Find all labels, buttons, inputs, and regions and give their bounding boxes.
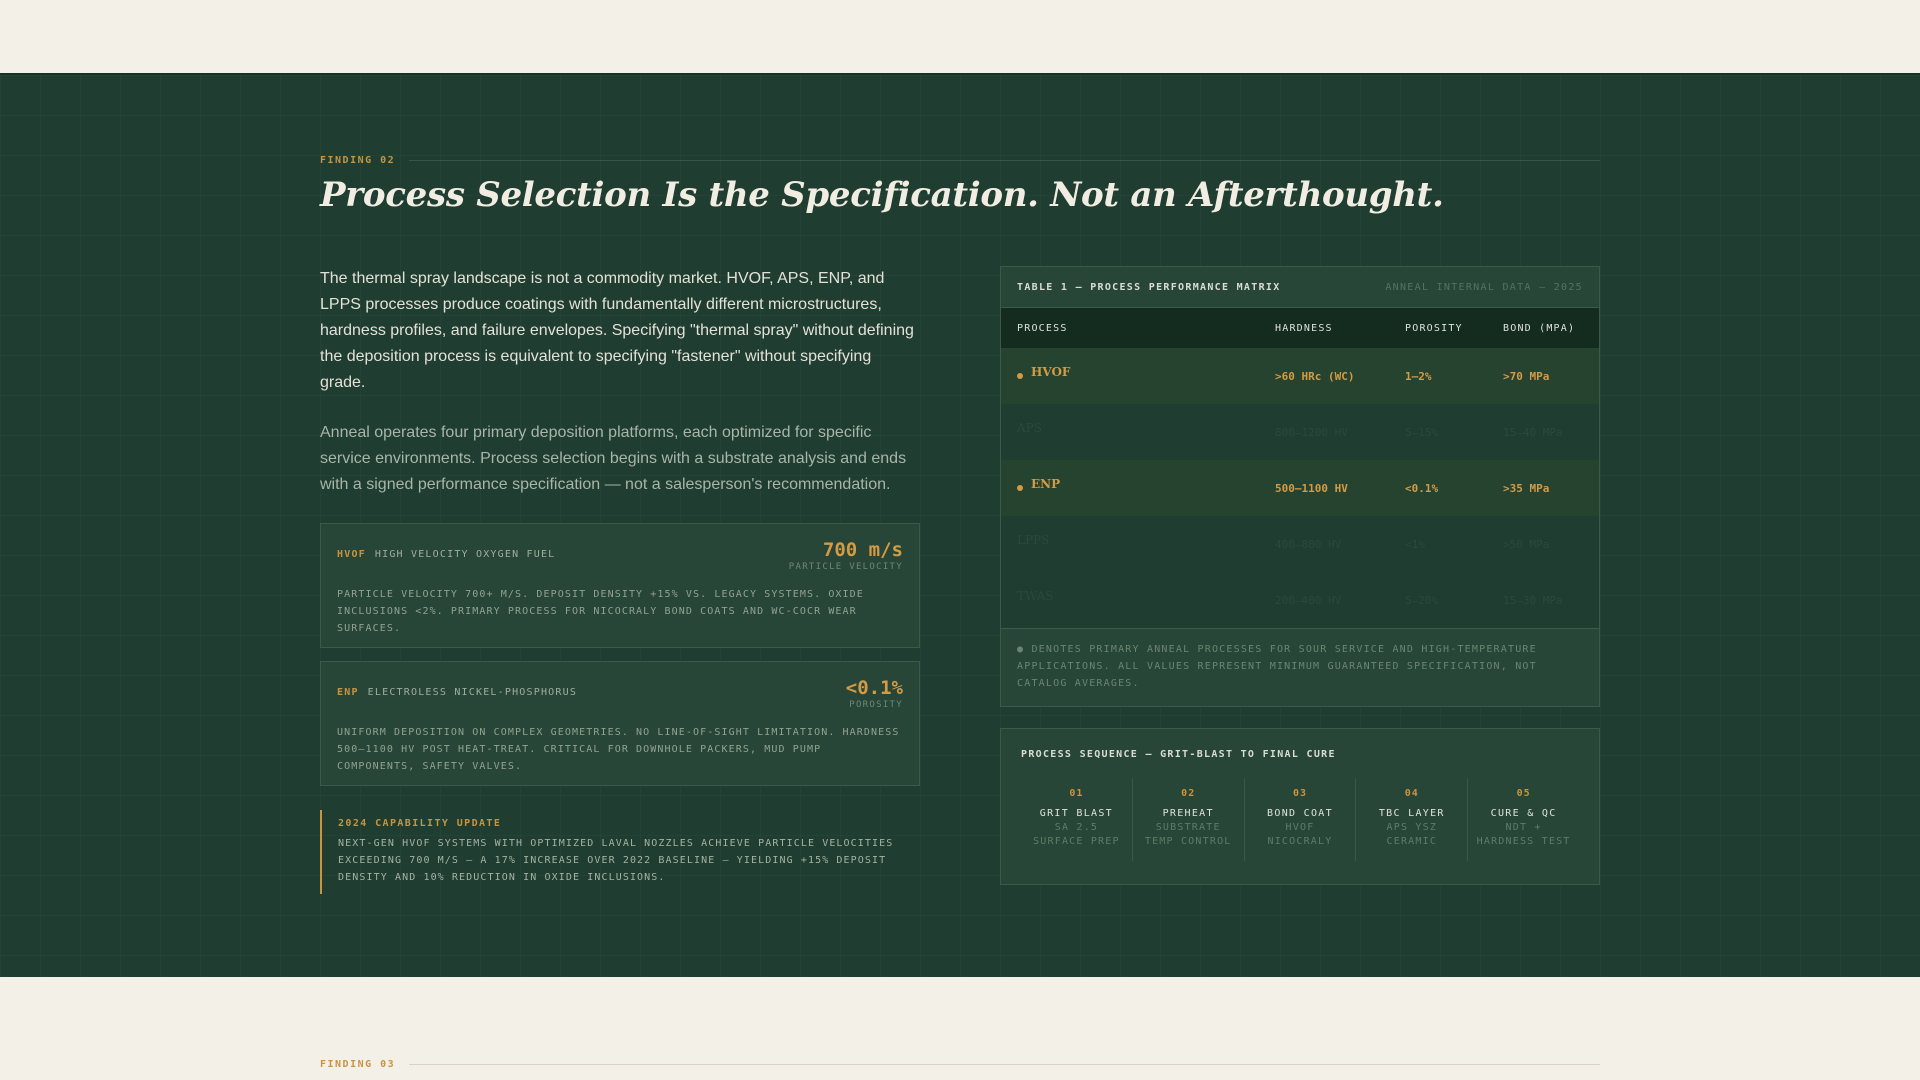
table-row xyxy=(1001,348,1599,404)
step-desc: SURFACE PREP xyxy=(1033,836,1120,847)
bond-cell: 15–30 MPa xyxy=(1503,593,1563,607)
process-cell: APS xyxy=(1017,421,1042,435)
process-code: ENP xyxy=(337,687,359,698)
step-desc: NICOCRALY xyxy=(1267,836,1333,847)
sequence-step xyxy=(1133,778,1245,861)
sequence-step xyxy=(1468,778,1579,861)
column-header-hardness: HARDNESS xyxy=(1275,322,1333,334)
table-source: ANNEAL INTERNAL DATA — 2025 xyxy=(1385,281,1583,293)
sequence-steps xyxy=(1021,778,1579,861)
process-cell: LPPS xyxy=(1017,533,1050,547)
step-name: CURE & QC xyxy=(1490,808,1557,819)
metric-value: <0.1% xyxy=(845,677,903,699)
hardness-cell: 400–800 HV xyxy=(1275,537,1342,551)
process-name: HIGH VELOCITY OXYGEN FUEL xyxy=(374,549,556,560)
bond-cell: >35 MPa xyxy=(1503,481,1550,495)
process-performance-table xyxy=(1000,266,1600,707)
body-paragraph: Anneal operates four primary deposition platforms, each optimized for specific service environments. Process selection begins with a substrate analysis and ends with a signed performance specification — not a salesperson's recommendation. xyxy=(320,424,907,493)
step-name: GRIT BLAST xyxy=(1039,808,1113,819)
divider xyxy=(409,160,1600,161)
step-desc: TEMP CONTROL xyxy=(1144,836,1232,847)
callout-title: 2024 CAPABILITY UPDATE xyxy=(338,818,502,829)
bond-cell: >50 MPa xyxy=(1503,537,1550,551)
table-title: TABLE 1 — PROCESS PERFORMANCE MATRIX xyxy=(1017,281,1281,293)
finding-label: FINDING 03 xyxy=(320,1059,396,1070)
process-card-enp xyxy=(320,661,920,786)
primary-dot-icon xyxy=(1017,485,1023,491)
metric-value: 700 m/s xyxy=(822,539,903,561)
metric-label: PARTICLE VELOCITY xyxy=(788,562,903,572)
step-name: TBC LAYER xyxy=(1378,808,1445,819)
porosity-cell: 1–2% xyxy=(1405,369,1432,383)
column-header-process: PROCESS xyxy=(1017,322,1068,334)
sequence-step xyxy=(1356,778,1468,861)
step-number: 02 xyxy=(1181,788,1196,799)
process-description: UNIFORM DEPOSITION ON COMPLEX GEOMETRIES. NO LINE-OF-SIGHT LIMITATION. HARDNESS 500–1100 HV POST HEAT-TREAT. CRITICAL FOR DOWNHOLE PACKERS, MUD PUMP COMPONENTS, SAFETY VALVES. xyxy=(337,727,900,772)
table-row xyxy=(1001,404,1599,460)
step-desc: HARDNESS TEST xyxy=(1476,836,1571,847)
step-desc: HVOF xyxy=(1285,822,1315,833)
porosity-cell: <0.1% xyxy=(1405,481,1439,495)
section-title: Process Selection Is the Specification. Not an Afterthought. xyxy=(320,175,1444,215)
step-number: 01 xyxy=(1069,788,1084,799)
sequence-title: PROCESS SEQUENCE — GRIT-BLAST TO FINAL CURE xyxy=(1021,749,1336,760)
hardness-cell: >60 HRc (WC) xyxy=(1275,369,1355,383)
process-code: HVOF xyxy=(337,549,366,560)
hardness-cell: 500–1100 HV xyxy=(1275,481,1348,495)
step-name: BOND COAT xyxy=(1267,808,1333,819)
step-number: 05 xyxy=(1516,788,1531,799)
finding-label: FINDING 02 xyxy=(320,155,396,166)
table-header-row xyxy=(1001,308,1599,348)
process-sequence-card xyxy=(1000,728,1600,885)
callout-body: NEXT-GEN HVOF SYSTEMS WITH OPTIMIZED LAVAL NOZZLES ACHIEVE PARTICLE VELOCITIES EXCEEDING 700 M/S — A 17% INCREASE OVER 2022 BASELINE — YIELDING +15% DEPOSIT DENSITY AND 10% REDUCTION IN OXIDE INCLUSIONS. xyxy=(338,838,894,883)
hardness-cell: 800–1200 HV xyxy=(1275,425,1348,439)
capability-update-callout xyxy=(320,810,920,894)
step-desc: NDT + xyxy=(1505,822,1542,833)
step-number: 03 xyxy=(1292,788,1308,799)
process-description: PARTICLE VELOCITY 700+ M/S. DEPOSIT DENSITY +15% VS. LEGACY SYSTEMS. OXIDE INCLUSIONS <2%. PRIMARY PROCESS FOR NICOCRALY BOND COATS AND WC-COCR WEAR SURFACES. xyxy=(337,589,864,634)
porosity-cell: 5–15% xyxy=(1405,425,1439,439)
step-desc: CERAMIC xyxy=(1386,836,1438,847)
table-row xyxy=(1001,516,1599,572)
finding-03-header xyxy=(320,1059,1600,1070)
primary-dot-icon xyxy=(1017,373,1023,379)
process-cell: ENP xyxy=(1031,477,1061,491)
top-band xyxy=(0,0,1920,73)
table-row xyxy=(1001,572,1599,628)
sequence-step xyxy=(1245,778,1357,861)
process-name: ELECTROLESS NICKEL-PHOSPHORUS xyxy=(367,687,578,698)
hardness-cell: 200–400 HV xyxy=(1275,593,1342,607)
process-cell: HVOF xyxy=(1031,365,1071,379)
column-header-bond: BOND (MPA) xyxy=(1503,322,1576,334)
process-cell: TWAS xyxy=(1017,589,1054,603)
metric-label: POROSITY xyxy=(849,700,903,710)
lead-paragraph: The thermal spray landscape is not a commodity market. HVOF, APS, ENP, and LPPS processes produce coatings with fundamentally different microstructures, hardness profiles, and failure envelopes. Specifying "thermal spray" without defining the deposition process is equivalent to specifying "fastener" without specifying grade. xyxy=(320,270,914,391)
bond-cell: 15–40 MPa xyxy=(1503,425,1563,439)
step-desc: SUBSTRATE xyxy=(1155,822,1221,833)
porosity-cell: 5–20% xyxy=(1405,593,1439,607)
bond-cell: >70 MPa xyxy=(1503,369,1550,383)
step-name: PREHEAT xyxy=(1162,808,1214,819)
step-number: 04 xyxy=(1404,788,1419,799)
finding-02-header xyxy=(320,155,1600,166)
sequence-step xyxy=(1021,778,1133,861)
porosity-cell: <1% xyxy=(1405,537,1425,551)
step-desc: SA 2.5 xyxy=(1054,822,1099,833)
column-header-porosity: POROSITY xyxy=(1405,322,1463,334)
table-footnote: ● DENOTES PRIMARY ANNEAL PROCESSES FOR SOUR SERVICE AND HIGH-TEMPERATURE APPLICATIONS. ALL VALUES REPRESENT MINIMUM GUARANTEED SPECIFICATION, NOT CATALOG AVERAGES. xyxy=(1001,628,1599,706)
step-desc: APS YSZ xyxy=(1386,822,1438,833)
process-card-hvof xyxy=(320,523,920,648)
table-row xyxy=(1001,460,1599,516)
divider xyxy=(409,1064,1600,1065)
